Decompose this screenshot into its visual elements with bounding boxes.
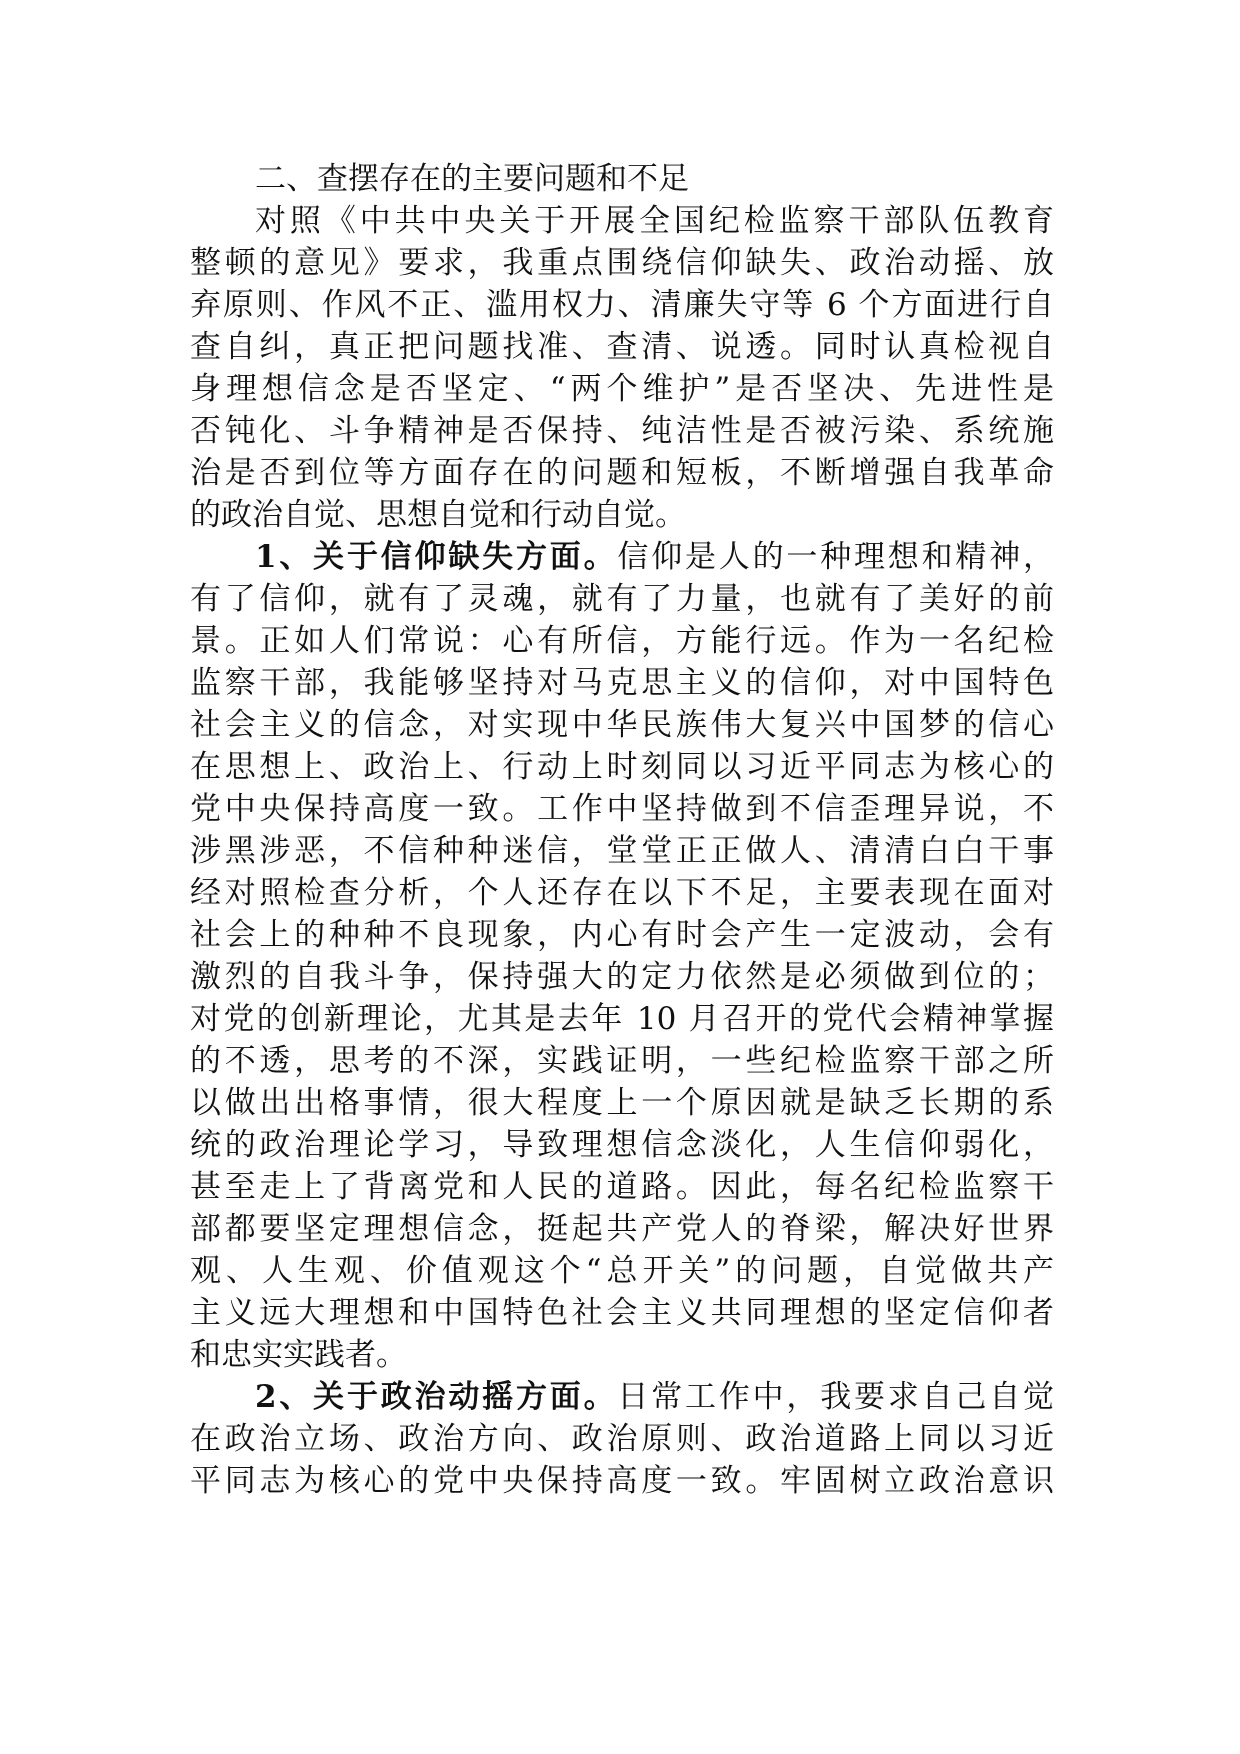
section1-paragraph-line: 社会主义的信念，对实现中华民族伟大复兴中国梦的信心: [190, 707, 1054, 743]
section1-title: 1、关于信仰缺失方面。: [255, 539, 618, 575]
section1-paragraph-line: 激烈的自我斗争，保持强大的定力依然是必须做到位的；: [190, 959, 1054, 995]
section1-paragraph-line: 在思想上、政治上、行动上时刻同以习近平同志为核心的: [190, 749, 1054, 785]
intro-paragraph-line: 身理想信念是否坚定、“两个维护”是否坚决、先进性是: [190, 371, 1054, 407]
section1-paragraph-line: 统的政治理论学习，导致理想信念淡化，人生信仰弱化，: [190, 1127, 1054, 1163]
intro-paragraph-line: 整顿的意见》要求，我重点围绕信仰缺失、政治动摇、放: [190, 245, 1054, 281]
intro-paragraph-line: 的政治自觉、思想自觉和行动自觉。: [190, 497, 686, 533]
section2-title: 2、关于政治动摇方面。: [255, 1379, 618, 1415]
intro-paragraph-line: 否钝化、斗争精神是否保持、纯洁性是否被污染、系统施: [190, 413, 1054, 449]
section1-paragraph-line: 以做出出格事情，很大程度上一个原因就是缺乏长期的系: [190, 1085, 1054, 1121]
section1-paragraph-line: 涉黑涉恶，不信种种迷信，堂堂正正做人、清清白白干事: [190, 833, 1054, 869]
intro-paragraph-line: 查自纠，真正把问题找准、查清、说透。同时认真检视自: [190, 329, 1054, 365]
intro-paragraph-line: 弃原则、作风不正、滥用权力、清廉失守等 6 个方面进行自: [190, 287, 1054, 323]
section1-paragraph-line: 甚至走上了背离党和人民的道路。因此，每名纪检监察干: [190, 1169, 1054, 1205]
section2-paragraph-line: 在政治立场、政治方向、政治原则、政治道路上同以习近: [190, 1421, 1054, 1457]
section1-paragraph-line: 有了信仰，就有了灵魂，就有了力量，也就有了美好的前: [190, 581, 1054, 617]
section1-first-line-text: 信仰是人的一种理想和精神，: [617, 539, 1054, 575]
section1-paragraph-line: 和忠实实践者。: [190, 1337, 407, 1373]
section1-paragraph-line: 党中央保持高度一致。工作中坚持做到不信歪理异说，不: [190, 791, 1054, 827]
section-heading: 二、查摆存在的主要问题和不足: [255, 161, 689, 197]
section1-paragraph-line: 社会上的种种不良现象，内心有时会产生一定波动，会有: [190, 917, 1054, 953]
section1-paragraph-line: 监察干部，我能够坚持对马克思主义的信仰，对中国特色: [190, 665, 1054, 701]
section2-first-line: [190, 1376, 1054, 1418]
section2-paragraph-line: 平同志为核心的党中央保持高度一致。牢固树立政治意识: [190, 1463, 1054, 1499]
section1-paragraph-line: 经对照检查分析，个人还存在以下不足，主要表现在面对: [190, 875, 1054, 911]
section1-first-line: [190, 536, 1054, 578]
section1-paragraph-line: 部都要坚定理想信念，挺起共产党人的脊梁，解决好世界: [190, 1211, 1054, 1247]
intro-paragraph-line: 治是否到位等方面存在的问题和短板，不断增强自我革命: [190, 455, 1054, 491]
section1-paragraph-line: 景。正如人们常说：心有所信，方能行远。作为一名纪检: [190, 623, 1054, 659]
section1-paragraph-line: 主义远大理想和中国特色社会主义共同理想的坚定信仰者: [190, 1295, 1054, 1331]
section1-paragraph-line: 的不透，思考的不深，实践证明，一些纪检监察干部之所: [190, 1043, 1054, 1079]
section1-paragraph-line: 对党的创新理论，尤其是去年 10 月召开的党代会精神掌握: [190, 1001, 1054, 1037]
section2-first-line-text: 日常工作中，我要求自己自觉: [617, 1379, 1054, 1415]
intro-paragraph-line: 对照《中共中央关于开展全国纪检监察干部队伍教育: [255, 203, 1054, 239]
section1-paragraph-line: 观、人生观、价值观这个“总开关”的问题，自觉做共产: [190, 1253, 1054, 1289]
document-page: [190, 158, 1054, 1502]
